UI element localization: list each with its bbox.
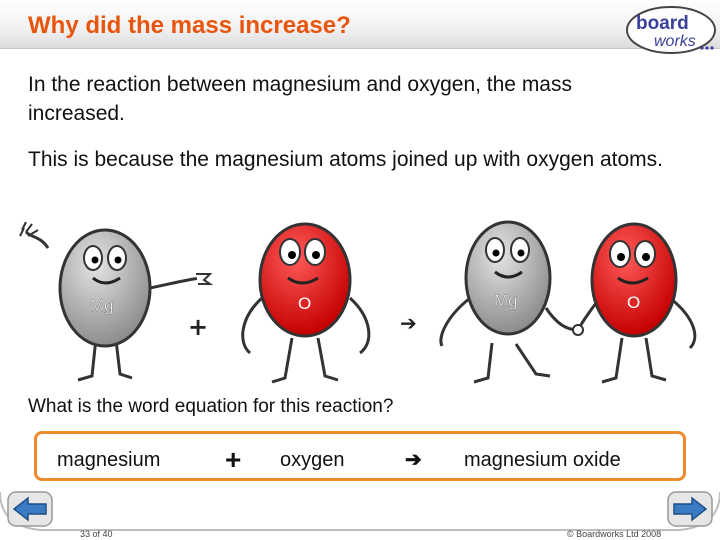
o-label-right: O [627,293,641,312]
logo-text-board: board [636,13,689,34]
boardworks-logo [624,4,718,56]
magnesium-atom-left [20,222,210,380]
equation-reactant-oxygen: oxygen [280,449,345,471]
copyright-text: © Boardworks Ltd 2008 [567,529,662,539]
equation-arrow: ➔ [405,449,422,471]
word-equation-box [34,431,686,481]
right-arrow-icon [668,492,712,526]
previous-slide-button[interactable] [6,490,54,528]
intro-paragraph: In the reaction between magnesium and oxygen, the mass increased. [28,73,572,125]
left-arrow-icon [8,492,52,526]
logo-text-works: works [654,33,696,50]
scene-plus-sign: + [188,313,209,341]
equation-plus-sign: + [225,444,242,475]
slide-title: Why did the mass increase? [28,12,351,39]
next-slide-button[interactable] [666,490,714,528]
mg-label-left: Mg [90,296,114,315]
equation-product: magnesium oxide [464,449,621,471]
scene-arrow: ➔ [400,311,417,335]
reaction-illustration [0,218,720,388]
page-number: 33 of 40 [80,529,113,539]
explanation-paragraph: This is because the magnesium atoms joined up with oxygen atoms. [28,148,663,171]
title-bar [0,0,720,49]
o-label-left: O [298,294,312,313]
question-text: What is the word equation for this reaction? [28,396,394,417]
mg-label-right: Mg [494,291,518,310]
equation-reactant-magnesium: magnesium [57,449,161,471]
